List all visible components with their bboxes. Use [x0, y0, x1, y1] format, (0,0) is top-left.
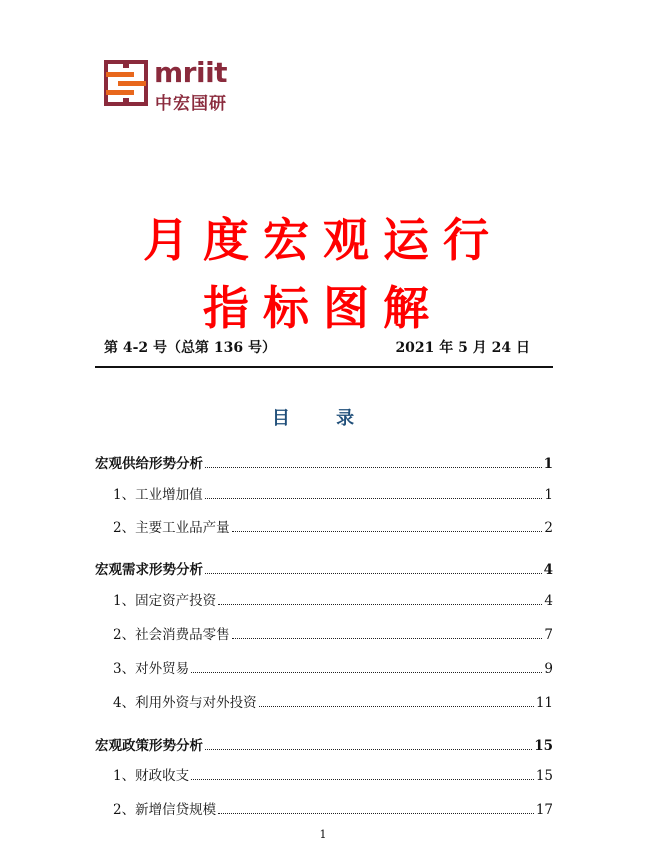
- toc-page-number: 4: [543, 562, 553, 578]
- toc-label: 宏观政策形势分析: [95, 738, 203, 754]
- toc-leader-dots: [218, 813, 534, 814]
- toc-label: 宏观供给形势分析: [95, 456, 203, 472]
- toc-item[interactable]: [95, 657, 553, 677]
- toc-label: 2、新增信贷规模: [113, 802, 217, 818]
- report-title-line2: 指标图解: [203, 281, 443, 335]
- toc-section[interactable]: [95, 452, 553, 472]
- toc-leader-dots: [205, 498, 543, 499]
- toc-item[interactable]: [95, 623, 553, 643]
- toc-leader-dots: [205, 573, 542, 574]
- toc-label: 2、社会消费品零售: [113, 627, 230, 643]
- toc-page-number: 15: [535, 768, 553, 784]
- report-title-line1: 月度宏观运行: [143, 213, 503, 267]
- toc-item[interactable]: [95, 589, 553, 609]
- toc-page-number: 11: [535, 695, 553, 711]
- toc-page-number: 1: [543, 456, 553, 472]
- issue-date: 2021 年 5 月 24 日: [395, 340, 530, 356]
- toc-section[interactable]: [95, 558, 553, 578]
- toc-label: 1、工业增加值: [113, 487, 203, 503]
- toc-label: 1、固定资产投资: [113, 593, 217, 609]
- toc-page-number: 1: [544, 487, 553, 503]
- toc-leader-dots: [218, 604, 542, 605]
- toc-leader-dots: [191, 779, 534, 780]
- brand-name-en: mriit: [154, 56, 228, 89]
- toc-label: 1、财政收支: [113, 768, 190, 784]
- brand-name-cn: 中宏国研: [155, 94, 227, 114]
- toc-page-number: 4: [544, 593, 553, 609]
- toc-item[interactable]: [95, 691, 553, 711]
- toc-item[interactable]: [95, 483, 553, 503]
- header-divider: [95, 366, 553, 368]
- toc-leader-dots: [205, 749, 532, 750]
- toc-leader-dots: [232, 638, 543, 639]
- issue-number: 第 4-2 号（总第 136 号）: [104, 340, 277, 356]
- toc-page-number: 17: [535, 802, 553, 818]
- toc-label: 4、利用外资与对外投资: [113, 695, 257, 711]
- toc-label: 3、对外贸易: [113, 661, 190, 677]
- toc-leader-dots: [259, 706, 534, 707]
- toc-heading: 目 录: [271, 408, 375, 429]
- toc-leader-dots: [191, 672, 542, 673]
- toc-leader-dots: [205, 467, 542, 468]
- toc-item[interactable]: [95, 764, 553, 784]
- toc-page-number: 2: [544, 520, 553, 536]
- toc-page-number: 15: [534, 738, 553, 754]
- toc-leader-dots: [232, 531, 543, 532]
- toc-label: 宏观需求形势分析: [95, 562, 203, 578]
- mriit-logo-icon: [104, 60, 148, 106]
- brand-logo: [104, 56, 234, 114]
- toc-label: 2、主要工业品产量: [113, 520, 230, 536]
- toc-page-number: 7: [544, 627, 553, 643]
- toc-page-number: 9: [544, 661, 553, 677]
- page-number: 1: [319, 828, 327, 841]
- toc-item[interactable]: [95, 798, 553, 818]
- toc-item[interactable]: [95, 516, 553, 536]
- toc-section[interactable]: [95, 734, 553, 754]
